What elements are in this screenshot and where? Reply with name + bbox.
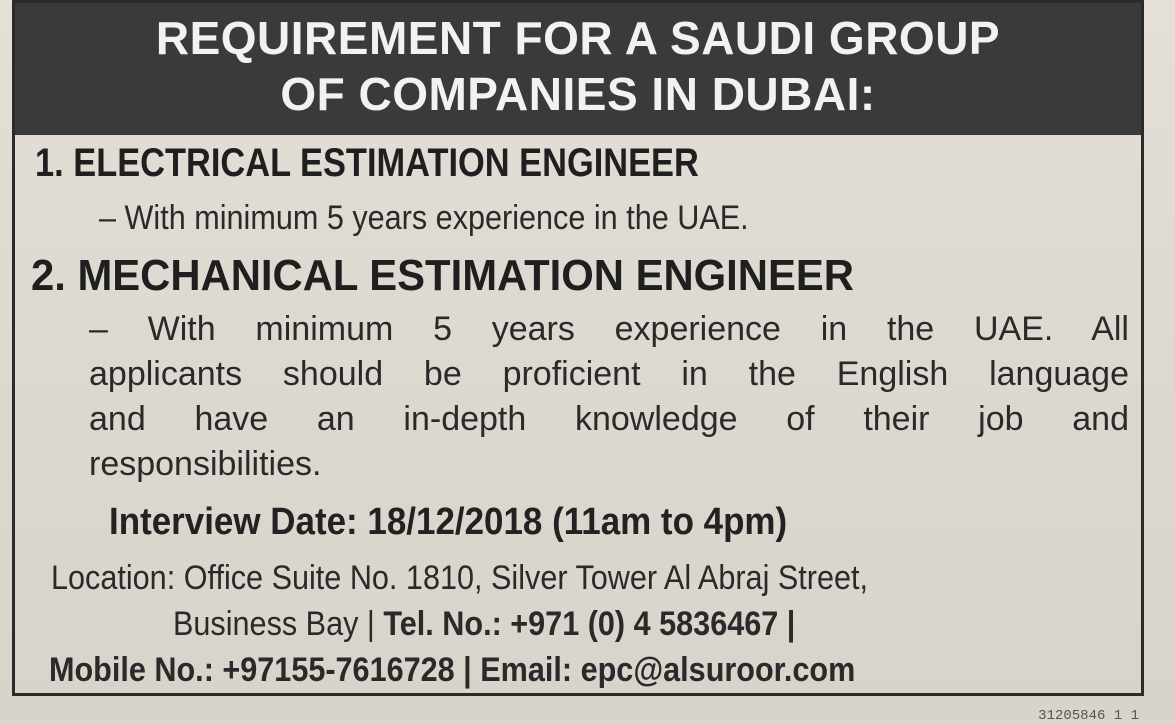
position-2-description-line: and have an in-depth knowledge of their job and — [89, 400, 1129, 438]
ad-reference-code: 31205846 1 1 — [1038, 708, 1139, 724]
header-title-line-2: OF COMPANIES IN DUBAI: — [280, 68, 876, 120]
mobile-number: +97155-7616728 | — [222, 651, 472, 689]
position-2-description-line: responsibilities. — [89, 445, 322, 483]
email-address: epc@alsuroor.com — [580, 651, 856, 689]
mobile-email-line — [49, 651, 855, 690]
mobile-label: Mobile No.: — [49, 651, 214, 689]
position-1-description: – With minimum 5 years experience in the UAE. — [99, 199, 749, 237]
location-line: Location: Office Suite No. 1810, Silver Tower Al Abraj Street, — [51, 559, 869, 597]
job-advertisement — [12, 0, 1144, 696]
position-2-title: 2. MECHANICAL ESTIMATION ENGINEER — [31, 251, 854, 300]
header-band — [15, 3, 1141, 135]
position-1-title: 1. ELECTRICAL ESTIMATION ENGINEER — [35, 141, 699, 185]
header-title-line-1: REQUIREMENT FOR A SAUDI GROUP — [155, 12, 1001, 64]
tel-number: +971 (0) 4 5836467 | — [510, 605, 796, 643]
interview-date — [109, 501, 787, 544]
position-2-description — [89, 307, 1129, 487]
email-label: Email: — [480, 651, 573, 689]
interview-label: Interview Date: — [109, 501, 358, 543]
position-2-description-line: applicants should be proficient in the English language — [89, 355, 1129, 393]
interview-value: 18/12/2018 (11am to 4pm) — [367, 501, 788, 543]
tel-label: Tel. No.: — [383, 605, 502, 643]
location-contact-line — [173, 605, 795, 644]
location-area: Business Bay | — [173, 605, 384, 643]
position-2-description-line: – With minimum 5 years experience in the UAE. All — [89, 310, 1129, 348]
